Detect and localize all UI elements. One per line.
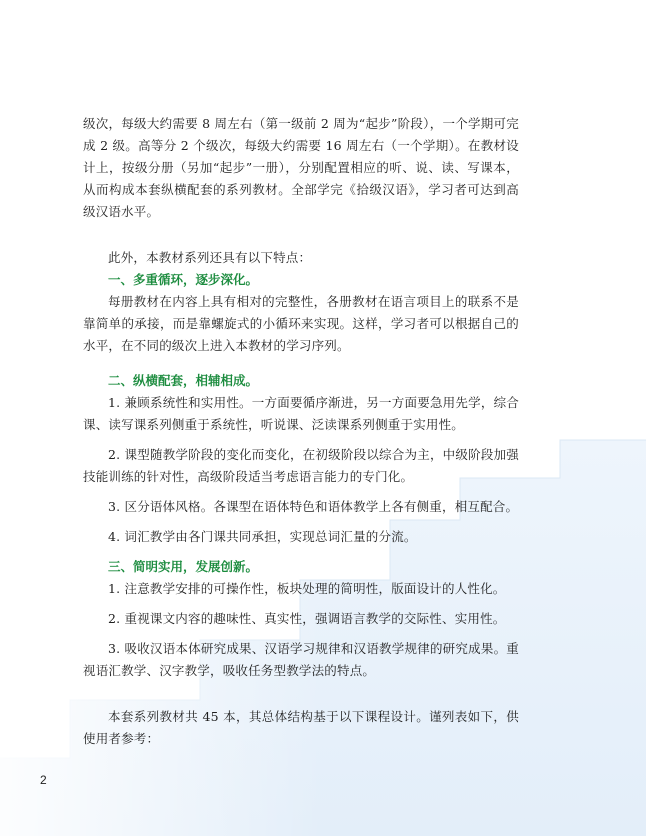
section-2-item-4: 4. 词汇教学由各门课共同承担，实现总词汇量的分流。 <box>108 529 417 544</box>
section-heading-1: 一、多重循环，逐步深化。 <box>108 272 259 287</box>
section-2-item-3: 3. 区分语体风格。各课型在语体特色和语体教学上各有侧重，相互配合。 <box>108 499 519 514</box>
intro-paragraph: 级次，每级大约需要 8 周左右（第一级前 2 周为“起步”阶段），一个学期可完成 2 级。高等分 2 个级次，每级大约需要 16 周左右（一个学期）。在教材设计上，按级分册（另加“起步”一册），分别配置相应的听、说、读、写课本，从而构成本套纵横配套的系列教材。全部学完《拾级汉语》，学习者可达到高级汉语水平。 <box>83 116 519 219</box>
section-3-item-1: 1. 注意教学安排的可操作性，板块处理的简明性，版面设计的人性化。 <box>108 581 506 596</box>
section-1-paragraph-1: 每册教材在内容上具有相对的完整性，各册教材在语言项目上的联系不是靠简单的承接，而是靠螺旋式的小循环来实现。这样，学习者可以根据自己的水平，在不同的级次上进入本教材的学习序列。 <box>83 294 519 353</box>
section-2-item-2: 2. 课型随教学阶段的变化而变化，在初级阶段以综合为主，中级阶段加强技能训练的针对性，高级阶段适当考虑语言能力的专门化。 <box>83 447 519 484</box>
features-intro: 此外，本教材系列还具有以下特点： <box>108 250 312 265</box>
section-3-item-2: 2. 重视课文内容的趣味性、真实性，强调语言教学的交际性、实用性。 <box>108 611 506 626</box>
document-body <box>83 113 519 750</box>
section-2-item-1: 1. 兼顾系统性和实用性。一方面要循序渐进，另一方面要急用先学，综合课、读写课系列侧重于系统性，听说课、泛读课系列侧重于实用性。 <box>83 395 519 432</box>
section-heading-2: 二、纵横配套，相辅相成。 <box>108 373 259 388</box>
section-3-item-3: 3. 吸收汉语本体研究成果、汉语学习规律和汉语教学规律的研究成果。重视语汇教学、汉字教学，吸收任务型教学法的特点。 <box>83 641 519 678</box>
section-heading-3: 三、简明实用，发展创新。 <box>108 559 259 574</box>
closing-paragraph: 本套系列教材共 45 本，其总体结构基于以下课程设计。谨列表如下，供使用者参考： <box>83 709 519 746</box>
page-number: 2 <box>40 773 47 787</box>
